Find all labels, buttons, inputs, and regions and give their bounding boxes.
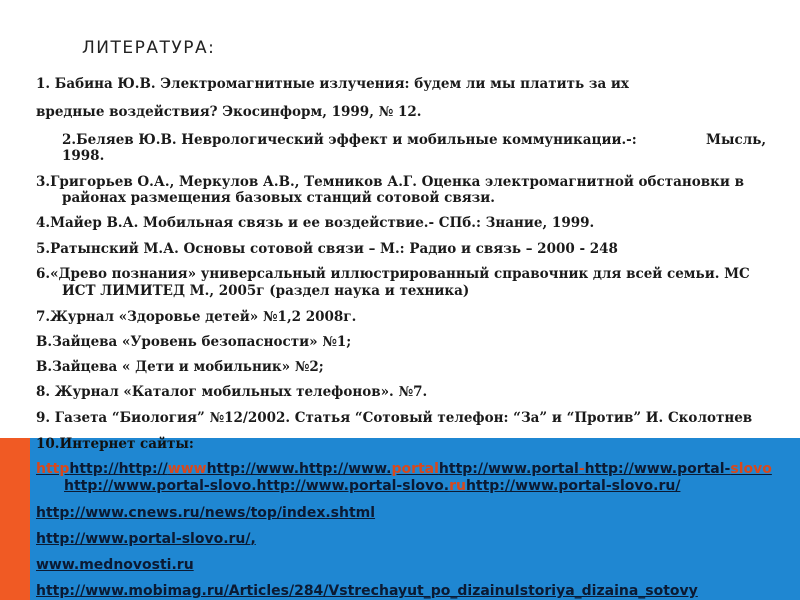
link-fragment[interactable]: slovo: [730, 461, 772, 477]
link-fragment[interactable]: http://www.portal-: [584, 461, 731, 477]
link-mednovosti[interactable]: www.mednovosti.ru: [36, 557, 194, 573]
link-fragment[interactable]: http://www.: [299, 461, 392, 477]
reference-4: 4.Майер В.А. Мобильная связь и ее воздействие.- СПб.: Знание, 1999.: [36, 215, 595, 231]
reference-8: 8. Журнал «Каталог мобильных телефонов». №7.: [36, 384, 428, 400]
reference-2-publisher: Мысль,: [706, 132, 767, 148]
link-fragment[interactable]: http://: [118, 461, 168, 477]
reference-6a: 6.«Древо познания» универсальный иллюстрированный справочник для всей семьи. МС: [36, 266, 750, 282]
link-cluster-line-1[interactable]: [36, 461, 772, 477]
reference-3a: 3.Григорьев О.А., Меркулов А.В., Темников А.Г. Оценка электромагнитной обстановки в: [36, 174, 744, 190]
link-fragment[interactable]: ru: [449, 478, 466, 494]
link-separator: ,: [250, 531, 256, 547]
slide-title: ЛИТЕРАТУРА:: [82, 38, 216, 58]
reference-7a: В.Зайцева «Уровень безопасности» №1;: [36, 334, 352, 350]
link-fragment[interactable]: http://www.portal-slovo.ru/: [465, 478, 681, 494]
reference-7b: В.Зайцева « Дети и мобильник» №2;: [36, 359, 324, 375]
reference-7: 7.Журнал «Здоровье детей» №1,2 2008г.: [36, 309, 357, 325]
orange-accent-band: [0, 438, 30, 600]
reference-10: 10.Интернет сайты:: [36, 436, 194, 452]
reference-3b: районах размещения базовых станций сотовой связи.: [62, 190, 496, 206]
link-fragment[interactable]: portal: [391, 461, 439, 477]
reference-2b: 1998.: [62, 148, 105, 164]
link-fragment[interactable]: http://www.portal: [438, 461, 579, 477]
link-fragment[interactable]: http://www.portal-slovo.: [256, 478, 450, 494]
link-fragment[interactable]: www: [167, 461, 207, 477]
link-fragment[interactable]: http: [36, 461, 70, 477]
reference-6b: ИСТ ЛИМИТЕД М., 2005г (раздел наука и техника): [62, 283, 470, 299]
link-fragment[interactable]: http://www.portal-slovo.: [64, 478, 257, 494]
reference-2a: 2.Беляев Ю.В. Неврологический эффект и мобильные коммуникации.-:: [62, 132, 637, 148]
link-portal-slovo[interactable]: [36, 531, 256, 547]
reference-9: 9. Газета “Биология” №12/2002. Статья “Сотовый телефон: “За” и “Против” И. Сколотнев: [36, 410, 753, 426]
link-fragment[interactable]: http://: [69, 461, 119, 477]
reference-1b: вредные воздействия? Экосинформ, 1999, № 12.: [36, 104, 422, 120]
link-fragment[interactable]: http://www.: [206, 461, 300, 477]
link-fragment[interactable]: -: [578, 461, 585, 477]
reference-5: 5.Ратынский М.А. Основы сотовой связи – М.: Радио и связь – 2000 - 248: [36, 241, 618, 257]
reference-1a: 1. Бабина Ю.В. Электромагнитные излучения: будем ли мы платить за их: [36, 76, 629, 92]
link-mobimag[interactable]: http://www.mobimag.ru/Articles/284/Vstrechayut_po_dizainuIstoriya_dizaina_sotovy: [36, 583, 698, 599]
link-portal-slovo-text[interactable]: http://www.portal-slovo.ru/: [36, 531, 251, 547]
link-cluster-line-2[interactable]: [64, 478, 680, 494]
link-cnews[interactable]: http://www.cnews.ru/news/top/index.shtml: [36, 505, 376, 521]
